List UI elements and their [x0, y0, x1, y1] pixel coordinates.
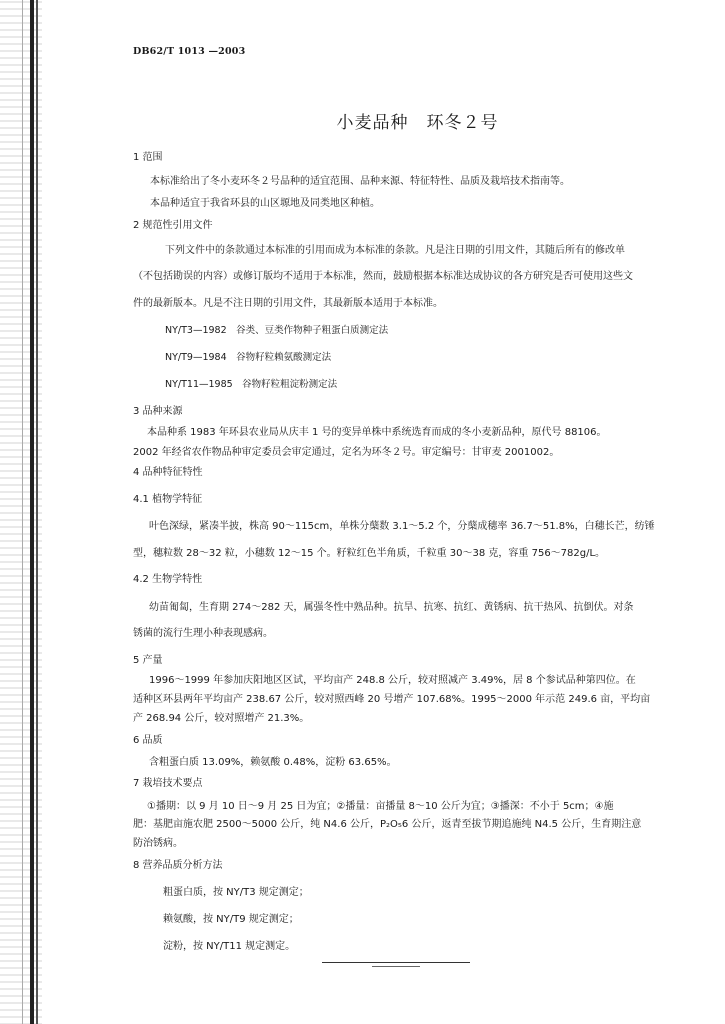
page-title: 小麦品种 环冬２号 — [336, 113, 499, 133]
document-number: DB62/T 1013 —2003 — [133, 46, 246, 57]
paragraph-line: 本标准给出了冬小麦环冬２号品种的适宜范围、品种来源、特征特性、品质及栽培技术指南等。 — [150, 176, 570, 187]
end-rule — [322, 962, 470, 963]
paragraph-line: 淀粉，按 NY/T11 规定测定。 — [163, 941, 296, 952]
paragraph-line: 产 268.94 公斤，较对照增产 21.3%。 — [133, 713, 310, 724]
paragraph-line: 型，穗粒数 28～32 粒，小穗数 12～15 个。籽粒红色半角质，千粒重 30～38 克，容重 756～782g/L。 — [133, 548, 606, 559]
reference-item: NY/T11—1985 谷物籽粒粗淀粉测定法 — [165, 379, 338, 390]
paragraph-line: 叶色深绿，紧凑半披，株高 90～115cm，单株分蘖数 3.1～5.2 个，分蘖成穗率 36.7～51.8%，白穗长芒，纺锤 — [149, 521, 655, 532]
paragraph-line: 适种区环县两年平均亩产 238.67 公斤，较对照西峰 20 号增产 107.68%。1995～2000 年示范 249.6 亩，平均亩 — [133, 694, 651, 705]
scan-edge-line — [36, 0, 38, 1024]
section-heading-analysis-methods: 8 营养品质分析方法 — [133, 860, 223, 871]
paragraph-line: 1996～1999 年参加庆阳地区区试，平均亩产 248.8 公斤，较对照减产 3.49%，居 8 个参试品种第四位。在 — [149, 675, 636, 686]
paragraph-line: 2002 年经省农作物品种审定委员会审定通过，定名为环冬２号。审定编号：甘审麦 2001002。 — [133, 447, 560, 458]
section-heading-quality: 6 品质 — [133, 735, 163, 746]
section-heading-origin: 3 品种来源 — [133, 406, 183, 417]
scan-binding-edge — [0, 0, 42, 1024]
section-heading-cultivation: 7 栽培技术要点 — [133, 778, 203, 789]
reference-item: NY/T9—1984 谷物籽粒赖氨酸测定法 — [165, 352, 332, 363]
paragraph-line: 本品种适宜于我省环县的山区塬地及同类地区种植。 — [150, 198, 380, 209]
section-heading-references: 2 规范性引用文件 — [133, 220, 213, 231]
paragraph-line: 下列文件中的条款通过本标准的引用而成为本标准的条款。凡是注日期的引用文件，其随后所有的修改单 — [165, 245, 625, 256]
section-heading-yield: 5 产量 — [133, 655, 163, 666]
paragraph-line: 赖氨酸，按 NY/T9 规定测定； — [163, 914, 299, 925]
paragraph-line: ①播期：以 9 月 10 日～9 月 25 日为宜；②播量：亩播量 8～10 公斤为宜；③播深：不小于 5cm；④施 — [147, 801, 614, 812]
paragraph-line: 粗蛋白质，按 NY/T3 规定测定； — [163, 887, 309, 898]
paragraph-line: 件的最新版本。凡是不注日期的引用文件，其最新版本适用于本标准。 — [133, 298, 443, 309]
paragraph-line: 防治锈病。 — [133, 838, 183, 849]
scan-edge-line — [30, 0, 34, 1024]
paragraph-line: （不包括勘误的内容）或修订版均不适用于本标准，然而，鼓励根据本标准达成协议的各方研究是否可使用这些文 — [133, 271, 633, 282]
section-heading-characteristics: 4 品种特征特性 — [133, 467, 203, 478]
paragraph-line: 本品种系 1983 年环县农业局从庆丰 1 号的变异单株中系统选育而成的冬小麦新品种，原代号 88106。 — [147, 427, 607, 438]
end-rule — [372, 966, 420, 967]
scan-edge-line — [22, 0, 23, 1024]
paragraph-line: 幼苗匍匐，生育期 274～282 天，属强冬性中熟品种。抗旱、抗寒、抗红、黄锈病、抗干热风、抗倒伏。对条 — [149, 602, 634, 613]
reference-item: NY/T3—1982 谷类、豆类作物种子粗蛋白质测定法 — [165, 325, 389, 336]
section-heading-scope: 1 范围 — [133, 152, 163, 163]
paragraph-line: 肥：基肥亩施农肥 2500～5000 公斤，纯 N4.6 公斤，P₂O₅6 公斤，返青至拔节期追施纯 N4.5 公斤，生育期注意 — [133, 819, 642, 830]
paragraph-line: 锈菌的流行生理小种表现感病。 — [133, 628, 273, 639]
subsection-heading-biological: 4.2 生物学特性 — [133, 574, 203, 585]
paragraph-line: 含粗蛋白质 13.09%，赖氨酸 0.48%，淀粉 63.65%。 — [149, 757, 397, 768]
subsection-heading-botanical: 4.1 植物学特征 — [133, 494, 203, 505]
